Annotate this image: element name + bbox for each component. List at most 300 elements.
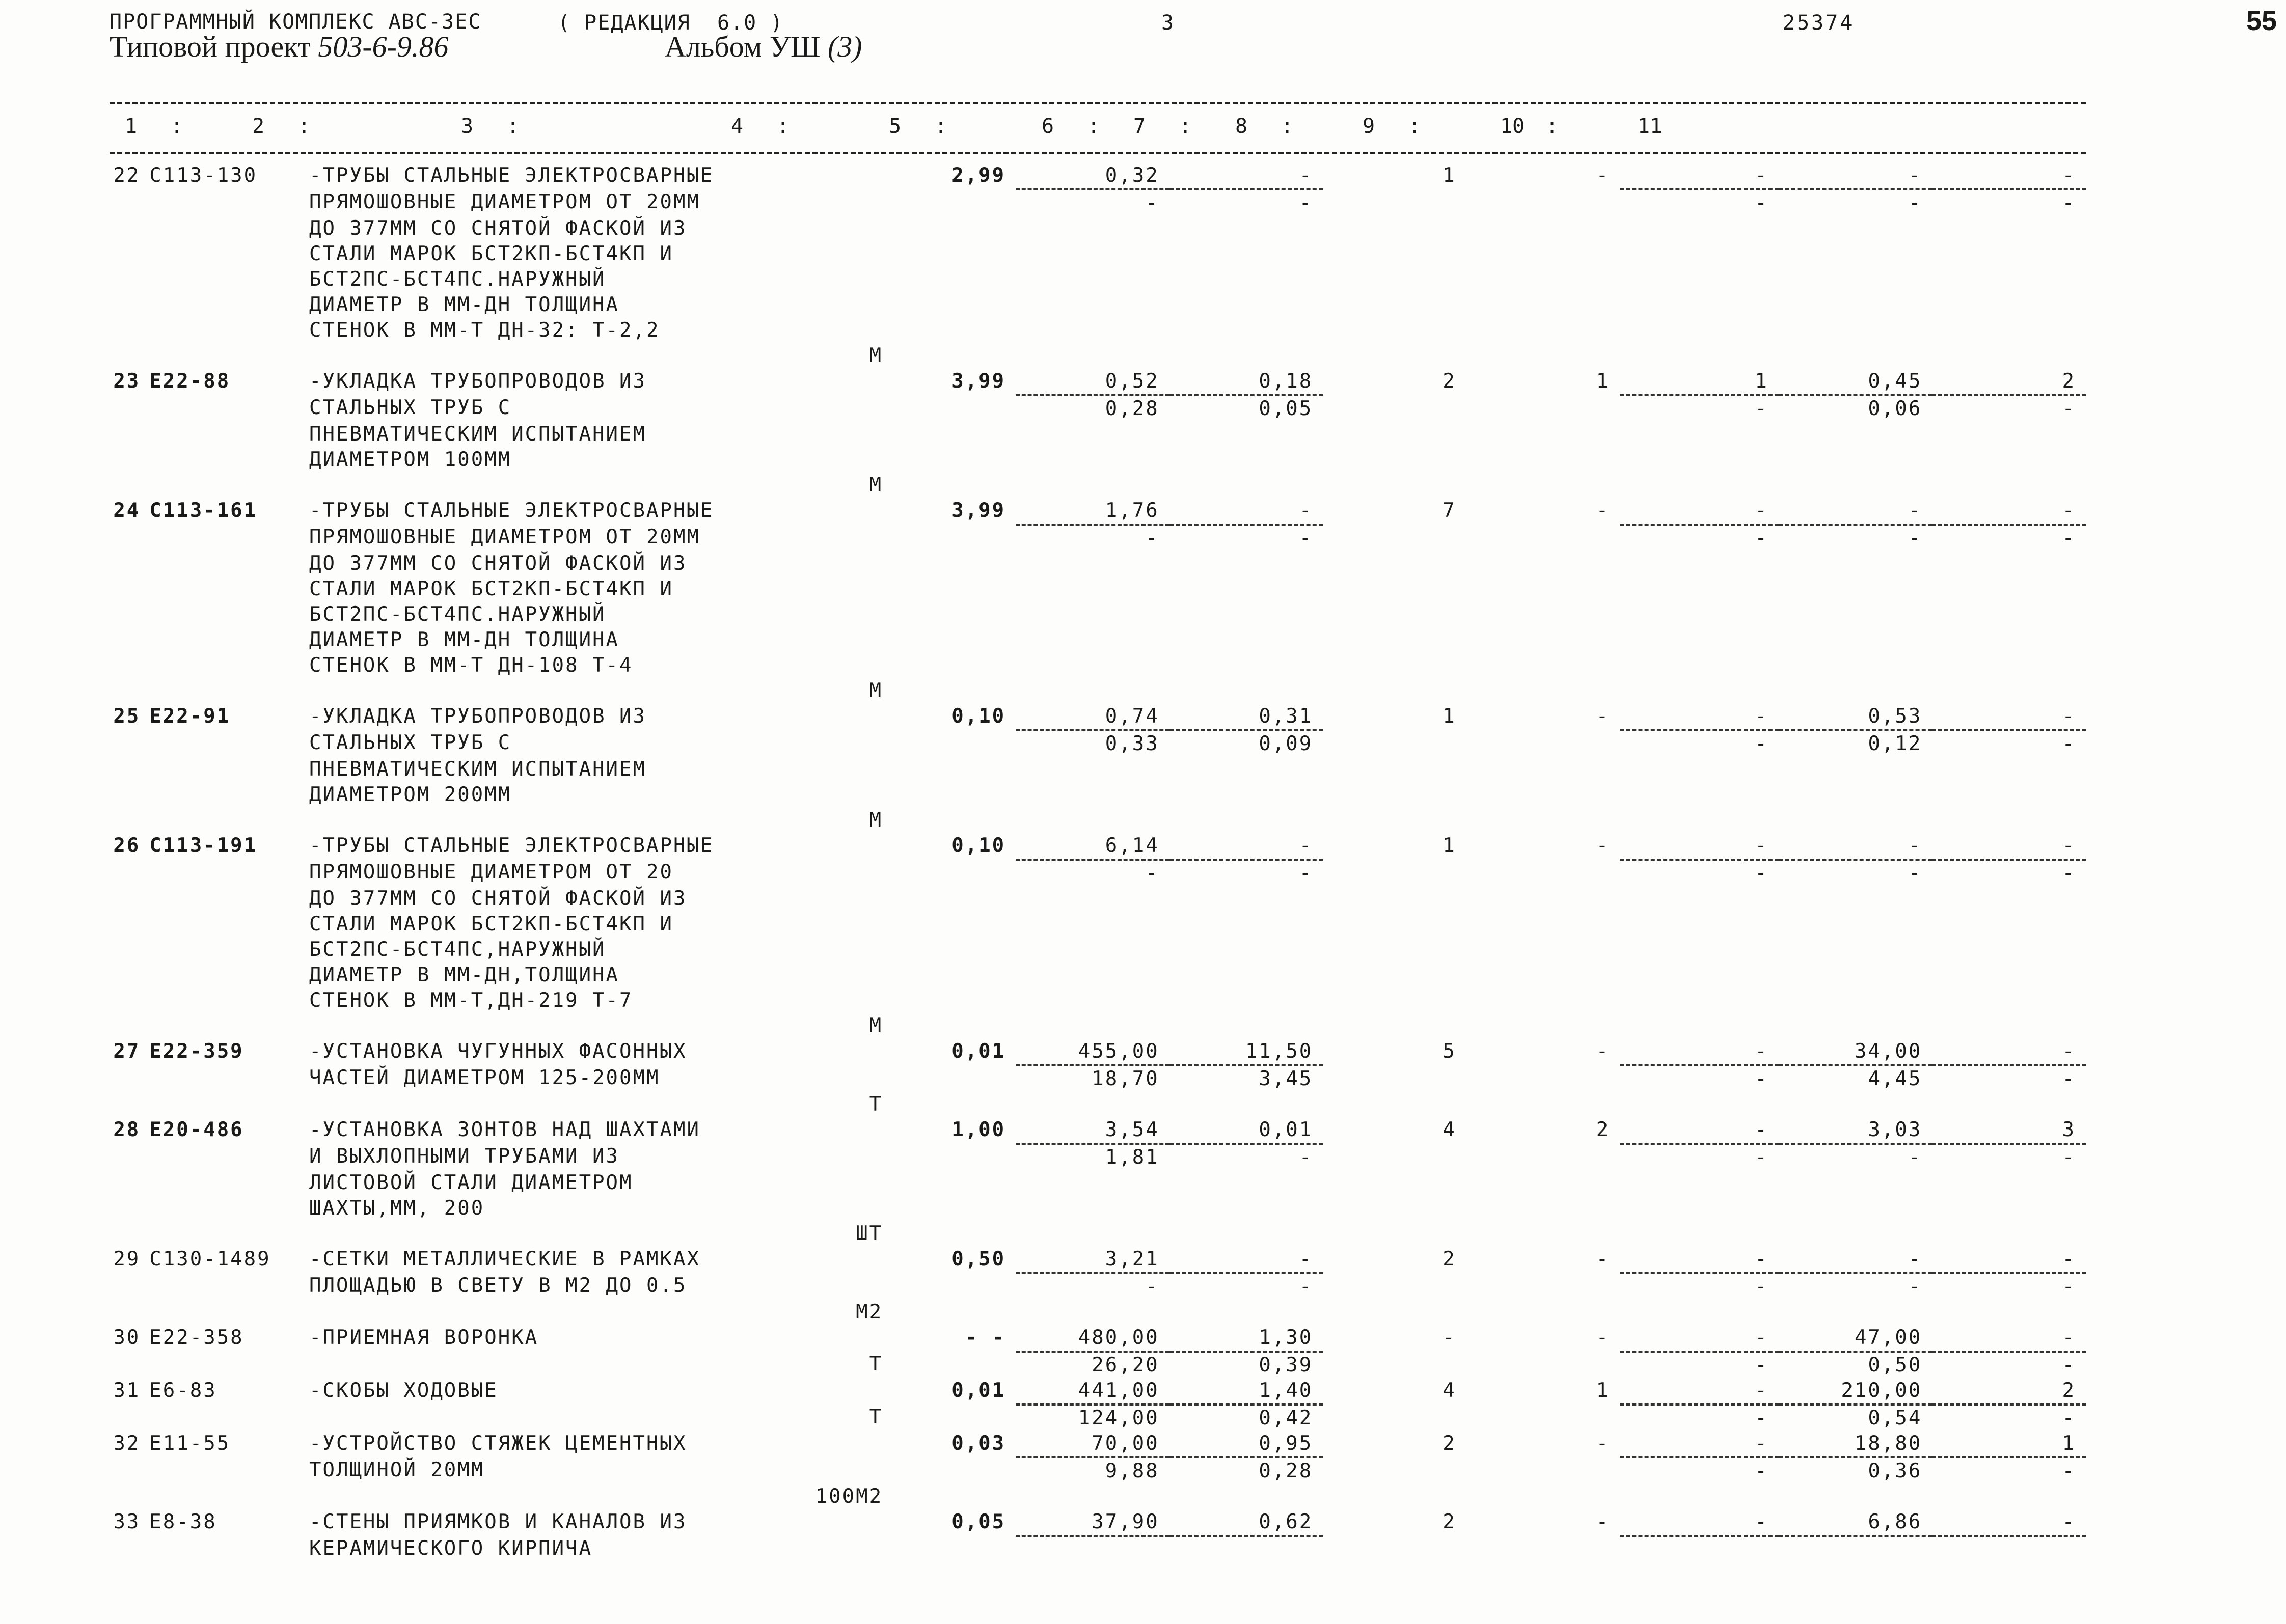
blank-cell [1779, 627, 1933, 653]
table-row-continuation [110, 447, 2086, 473]
value-bottom-col7 [1323, 1352, 1466, 1378]
blank-cell [1779, 757, 1933, 782]
blank-cell [140, 860, 309, 886]
blank-cell [110, 1065, 140, 1092]
value-top-col7: 1 [1443, 164, 1456, 187]
blank-cell [1779, 808, 1933, 833]
row-code: С130-1489 [149, 1248, 271, 1271]
program-name: ПРОГРАММНЫЙ КОМПЛЕКС АВС-3ЕС [110, 10, 482, 34]
table-row-continuation [110, 1300, 2086, 1325]
value-top-col10: - [1779, 1247, 1933, 1273]
blank-cell [110, 1484, 140, 1509]
blank-cell [110, 1092, 140, 1117]
value-top-col9: - [1620, 1431, 1779, 1457]
row-description: СТЕНОК В ММ-Т ДН-32: Т-2,2 [309, 319, 660, 342]
blank-cell [1016, 1300, 1169, 1325]
value-bottom-col11: - [2062, 1275, 2076, 1298]
value-bottom-col9: - [1755, 732, 1768, 755]
table-row-continuation [110, 1273, 2086, 1300]
blank-cell [1932, 782, 2086, 808]
column-number: 10 [1500, 115, 1525, 138]
value-top-col5: 37,90 [1016, 1509, 1169, 1536]
blank-cell [1169, 653, 1323, 678]
blank-cell [1466, 757, 1620, 782]
value-top-col11: 3 [1932, 1117, 2086, 1144]
value-bottom-col11: - [2062, 397, 2076, 420]
blank-cell [1169, 447, 1323, 473]
value-top-col8: - [1596, 1326, 1610, 1349]
blank-cell [1323, 937, 1466, 962]
row-description: СТАЛИ МАРОК БСТ2КП-БСТ4КП И [309, 913, 673, 935]
blank-cell [140, 808, 309, 833]
row-description: СТЕНОК В ММ-Т ДН-108 Т-4 [309, 654, 633, 677]
value-bottom-col6 [1169, 1536, 1323, 1561]
value-top-col10: - [1779, 498, 1933, 525]
value-bottom-col11: - [2062, 191, 2076, 214]
row-description: ДИАМЕТРОМ 100ММ [309, 448, 512, 471]
blank-cell [1016, 576, 1169, 602]
blank-cell [1169, 602, 1323, 627]
value-bottom-col8 [1466, 1273, 1620, 1300]
value-bottom-col11: - [2062, 1460, 2076, 1482]
value-top-col4: 3,99 [951, 499, 1006, 522]
row-description: -СЕТКИ МЕТАЛЛИЧЕСКИЕ В РАМКАХ [309, 1248, 700, 1271]
table-row-continuation [110, 551, 2086, 576]
value-top-col10: - [1779, 833, 1933, 860]
value-top-col7: - [1443, 1326, 1456, 1349]
blank-cell [1779, 318, 1933, 343]
blank-cell [1620, 653, 1779, 678]
row-description: -СКОБЫ ХОДОВЫЕ [309, 1379, 498, 1402]
blank-cell [110, 808, 140, 833]
row-description: ДИАМЕТРОМ 200ММ [309, 783, 512, 806]
row-code: С113-161 [149, 499, 258, 522]
table-row-continuation [110, 886, 2086, 912]
blank-cell [1620, 1221, 1779, 1247]
blank-cell [1323, 602, 1466, 627]
blank-cell [1620, 602, 1779, 627]
blank-cell [140, 782, 309, 808]
blank-cell [1466, 447, 1620, 473]
blank-cell [913, 912, 1016, 937]
blank-cell [1779, 1221, 1933, 1247]
table-row-continuation [110, 757, 2086, 782]
row-description: ПЛОЩАДЬЮ В СВЕТУ В М2 ДО 0.5 [309, 1274, 687, 1297]
table-row-continuation [110, 937, 2086, 962]
row-description: ЧАСТЕЙ ДИАМЕТРОМ 125-200ММ [309, 1066, 660, 1089]
column-separator: : [1281, 115, 1294, 138]
blank-cell [140, 343, 309, 369]
blank-cell [1466, 1300, 1620, 1325]
blank-cell [1620, 886, 1779, 912]
blank-cell [1620, 627, 1779, 653]
blank-cell [1323, 678, 1466, 704]
blank-cell [1620, 292, 1779, 318]
blank-cell [913, 886, 1016, 912]
value-top-col11: - [1932, 1325, 2086, 1352]
value-top-col5: 480,00 [1016, 1325, 1169, 1352]
blank-cell [1779, 1170, 1933, 1196]
blank-cell [1466, 422, 1620, 447]
table-row-continuation [110, 216, 2086, 241]
blank-cell [1620, 422, 1779, 447]
table-row-continuation [110, 1065, 2086, 1092]
value-top-col5: 0,32 [1016, 163, 1169, 189]
blank-cell [1932, 808, 2086, 833]
blank-cell [913, 576, 1016, 602]
blank-cell [110, 886, 140, 912]
blank-cell [1169, 962, 1323, 988]
value-top-col10: - [1779, 163, 1933, 189]
blank-cell [1620, 576, 1779, 602]
blank-cell [1620, 216, 1779, 241]
column-number: 5 [889, 115, 902, 138]
blank-cell [1466, 318, 1620, 343]
blank-cell [1779, 653, 1933, 678]
blank-cell [1323, 782, 1466, 808]
blank-cell [1169, 1196, 1323, 1221]
blank-cell [1932, 1170, 2086, 1196]
value-bottom-col9: - [1755, 862, 1768, 885]
value-top-col6: - [1169, 498, 1323, 525]
value-bottom-col10: - [1908, 862, 1922, 885]
row-description: ТОЛЩИНОЙ 20ММ [309, 1458, 485, 1481]
row-description: И ВЫХЛОПНЫМИ ТРУБАМИ ИЗ [309, 1145, 620, 1168]
value-top-col8: - [1596, 705, 1610, 728]
value-top-col10: 0,45 [1779, 369, 1933, 395]
blank-cell [1323, 1484, 1466, 1509]
value-bottom-col7 [1323, 395, 1466, 422]
blank-cell [1169, 757, 1323, 782]
blank-cell [1620, 473, 1779, 498]
row-description: -СТЕНЫ ПРИЯМКОВ И КАНАЛОВ ИЗ [309, 1510, 687, 1533]
blank-cell [1466, 292, 1620, 318]
blank-cell [1779, 241, 1933, 267]
value-bottom-col4 [913, 525, 1016, 551]
blank-cell [1466, 216, 1620, 241]
row-description: -УСТРОЙСТВО СТЯЖЕК ЦЕМЕНТНЫХ [309, 1432, 687, 1455]
blank-cell [1323, 627, 1466, 653]
blank-cell [913, 267, 1016, 292]
blank-cell [1323, 1196, 1466, 1221]
value-bottom-col11 [1932, 1536, 2086, 1561]
value-bottom-col7 [1323, 1536, 1466, 1561]
value-top-col9: 1 [1620, 369, 1779, 395]
blank-cell [110, 576, 140, 602]
value-bottom-col8 [1466, 1405, 1620, 1431]
table-row-continuation [110, 576, 2086, 602]
blank-cell [1466, 988, 1620, 1013]
blank-cell [1169, 1092, 1323, 1117]
table-row [110, 704, 2086, 730]
blank-cell [140, 1484, 309, 1509]
blank-cell [140, 1457, 309, 1484]
value-bottom-col5: 26,20 [1092, 1354, 1159, 1377]
column-number: 3 [461, 115, 474, 138]
blank-cell [913, 653, 1016, 678]
table-row [110, 1431, 2086, 1457]
value-bottom-col11: - [2062, 527, 2076, 549]
value-top-col11: 2 [1932, 1378, 2086, 1405]
value-bottom-col10: - [1908, 527, 1922, 549]
blank-cell [110, 241, 140, 267]
blank-cell [110, 1196, 140, 1221]
value-top-col8: 1 [1596, 370, 1610, 393]
value-top-col7: 2 [1443, 370, 1456, 393]
blank-cell [1466, 886, 1620, 912]
value-top-col5: 1,76 [1016, 498, 1169, 525]
project-label: Типовой проект [110, 30, 311, 63]
table-row-continuation [110, 525, 2086, 551]
value-top-col6: 0,01 [1169, 1117, 1323, 1144]
blank-cell [1466, 782, 1620, 808]
blank-cell [140, 422, 309, 447]
blank-cell [1932, 678, 2086, 704]
value-bottom-col10: 0,50 [1868, 1354, 1922, 1377]
blank-cell [1016, 447, 1169, 473]
row-number: 27 [113, 1040, 141, 1063]
row-unit: Т [869, 1093, 883, 1116]
blank-cell [110, 395, 140, 422]
blank-cell [1016, 551, 1169, 576]
sheet-number: 3 [1161, 11, 1174, 35]
value-top-col4: 0,03 [951, 1432, 1006, 1455]
value-bottom-col5: - [1146, 1275, 1159, 1298]
blank-cell [110, 782, 140, 808]
blank-cell [1620, 318, 1779, 343]
value-bottom-col5: - [1146, 862, 1159, 885]
header-rule-bottom [110, 152, 2086, 154]
value-bottom-col4 [913, 1352, 1016, 1378]
table-row-continuation [110, 653, 2086, 678]
blank-cell [1779, 886, 1933, 912]
value-top-col7: 2 [1443, 1432, 1456, 1455]
column-number: 2 [252, 115, 265, 138]
column-separator: : [298, 115, 311, 138]
table-row-continuation [110, 1536, 2086, 1561]
blank-cell [1620, 678, 1779, 704]
value-bottom-col7 [1323, 1273, 1466, 1300]
value-bottom-col9: - [1755, 1275, 1768, 1298]
value-top-col10: 47,00 [1779, 1325, 1933, 1352]
column-separator: : [777, 115, 790, 138]
row-code: Е22-358 [149, 1326, 244, 1349]
blank-cell [1016, 912, 1169, 937]
blank-cell [1466, 576, 1620, 602]
blank-cell [1466, 473, 1620, 498]
blank-cell [1016, 1013, 1169, 1039]
blank-cell [1779, 343, 1933, 369]
value-bottom-col6: - [1299, 862, 1313, 885]
value-top-col10: 34,00 [1779, 1039, 1933, 1065]
column-number: 4 [731, 115, 744, 138]
value-bottom-col9: - [1755, 527, 1768, 549]
value-top-col7: 4 [1443, 1118, 1456, 1141]
blank-cell [913, 808, 1016, 833]
table-row-continuation [110, 241, 2086, 267]
value-bottom-col4 [913, 1405, 1016, 1431]
table-row-continuation [110, 1013, 2086, 1039]
column-separator: : [1546, 115, 1559, 138]
blank-cell [1466, 1013, 1620, 1039]
column-number: 7 [1133, 115, 1146, 138]
row-description: ПНЕВМАТИЧЕСКИМ ИСПЫТАНИЕМ [309, 758, 646, 781]
value-bottom-col11: - [2062, 1354, 2076, 1377]
blank-cell [913, 292, 1016, 318]
value-bottom-col8 [1466, 1536, 1620, 1561]
blank-cell [1620, 1013, 1779, 1039]
blank-cell [913, 343, 1016, 369]
blank-cell [913, 1092, 1016, 1117]
table-row-continuation [110, 343, 2086, 369]
blank-cell [1323, 551, 1466, 576]
table-row-continuation [110, 395, 2086, 422]
blank-cell [1016, 782, 1169, 808]
blank-cell [110, 473, 140, 498]
row-description: ШАХТЫ,ММ, 200 [309, 1197, 485, 1220]
table-row [110, 1117, 2086, 1144]
blank-cell [1620, 447, 1779, 473]
value-bottom-col6: - [1299, 527, 1313, 549]
blank-cell [1323, 1013, 1466, 1039]
row-code: Е8-38 [149, 1510, 217, 1533]
value-bottom-col10: 0,54 [1868, 1407, 1922, 1429]
value-top-col8: 1 [1596, 1379, 1610, 1402]
table-row-continuation [110, 292, 2086, 318]
value-top-col8: - [1596, 1248, 1610, 1271]
value-top-col8: - [1596, 1510, 1610, 1533]
value-top-col9: - [1620, 1509, 1779, 1536]
blank-cell [140, 267, 309, 292]
row-number: 25 [113, 705, 141, 728]
blank-cell [140, 1300, 309, 1325]
value-bottom-col4 [913, 730, 1016, 757]
blank-cell [1932, 551, 2086, 576]
value-bottom-col9: - [1755, 1067, 1768, 1090]
table-row-continuation [110, 912, 2086, 937]
row-code: Е6-83 [149, 1379, 217, 1402]
value-bottom-col10: - [1908, 1275, 1922, 1298]
blank-cell [140, 988, 309, 1013]
blank-cell [140, 189, 309, 216]
value-top-col11: 1 [1932, 1431, 2086, 1457]
value-top-col5: 3,21 [1016, 1247, 1169, 1273]
value-bottom-col8 [1466, 730, 1620, 757]
row-number: 26 [113, 834, 141, 857]
value-top-col4: 0,10 [951, 834, 1006, 857]
blank-cell [1016, 627, 1169, 653]
value-top-col6: 11,50 [1169, 1039, 1323, 1065]
value-top-col4: 0,01 [951, 1379, 1006, 1402]
blank-cell [110, 1144, 140, 1170]
blank-cell [140, 912, 309, 937]
column-number: 6 [1042, 115, 1054, 138]
redaction-label: ( РЕДАКЦИЯ 6.0 ) [558, 11, 784, 35]
value-top-col4: 0,10 [951, 705, 1006, 728]
blank-cell [1620, 782, 1779, 808]
value-bottom-col9: - [1755, 1146, 1768, 1169]
table-row-continuation [110, 988, 2086, 1013]
value-bottom-col10: 0,12 [1868, 732, 1922, 755]
blank-cell [1323, 292, 1466, 318]
blank-cell [1932, 627, 2086, 653]
value-top-col5: 0,74 [1016, 704, 1169, 730]
value-top-col7: 1 [1443, 834, 1456, 857]
value-top-col9: - [1620, 1325, 1779, 1352]
row-description: -ТРУБЫ СТАЛЬНЫЕ ЭЛЕКТРОСВАРНЫЕ [309, 499, 714, 522]
row-description: СТАЛЬНЫХ ТРУБ С [309, 396, 512, 419]
blank-cell [1323, 216, 1466, 241]
row-number: 23 [113, 370, 141, 393]
value-top-col4: - - [965, 1326, 1006, 1349]
row-description: ДО 377ММ СО СНЯТОЙ ФАСКОЙ ИЗ [309, 217, 687, 240]
blank-cell [1779, 447, 1933, 473]
blank-cell [1323, 447, 1466, 473]
blank-cell [110, 1273, 140, 1300]
blank-cell [1620, 1092, 1779, 1117]
value-bottom-col5: 18,70 [1092, 1067, 1159, 1090]
blank-cell [1620, 1170, 1779, 1196]
blank-cell [1323, 241, 1466, 267]
blank-cell [1323, 343, 1466, 369]
value-top-col9: - [1620, 704, 1779, 730]
value-top-col5: 0,52 [1016, 369, 1169, 395]
value-bottom-col8 [1466, 1144, 1620, 1170]
row-description: ДИАМЕТР В ММ-ДН,ТОЛЩИНА [309, 964, 620, 986]
blank-cell [110, 216, 140, 241]
value-bottom-col8 [1466, 525, 1620, 551]
value-top-col7: 2 [1443, 1248, 1456, 1271]
blank-cell [1323, 267, 1466, 292]
value-bottom-col8 [1466, 395, 1620, 422]
blank-cell [140, 962, 309, 988]
row-unit: М2 [856, 1301, 883, 1324]
table-row-continuation [110, 1484, 2086, 1509]
value-bottom-col7 [1323, 1405, 1466, 1431]
blank-cell [1932, 1196, 2086, 1221]
blank-cell [140, 627, 309, 653]
blank-cell [110, 860, 140, 886]
blank-cell [1620, 551, 1779, 576]
column-number: 11 [1638, 115, 1663, 138]
blank-cell [140, 1013, 309, 1039]
blank-cell [140, 1092, 309, 1117]
blank-cell [1323, 988, 1466, 1013]
blank-cell [1932, 318, 2086, 343]
value-top-col6: - [1169, 163, 1323, 189]
blank-cell [1016, 808, 1169, 833]
value-bottom-col4 [913, 1457, 1016, 1484]
table-row-continuation [110, 860, 2086, 886]
table-row [110, 498, 2086, 525]
value-bottom-col6: 0,05 [1259, 397, 1313, 420]
blank-cell [1779, 1092, 1933, 1117]
table-row-continuation [110, 1170, 2086, 1196]
blank-cell [1016, 937, 1169, 962]
row-description: -ТРУБЫ СТАЛЬНЫЕ ЭЛЕКТРОСВАРНЫЕ [309, 834, 714, 857]
row-unit: М [869, 474, 883, 497]
blank-cell [913, 1300, 1016, 1325]
blank-cell [1323, 808, 1466, 833]
row-description: СТАЛИ МАРОК БСТ2КП-БСТ4КП И [309, 577, 673, 600]
value-bottom-col11: - [2062, 732, 2076, 755]
blank-cell [110, 1405, 140, 1431]
value-bottom-col6: - [1299, 1146, 1313, 1169]
blank-cell [1323, 1221, 1466, 1247]
blank-cell [140, 1273, 309, 1300]
blank-cell [1169, 988, 1323, 1013]
row-description: БСТ2ПС-БСТ4ПС.НАРУЖНЫЙ [309, 268, 606, 291]
